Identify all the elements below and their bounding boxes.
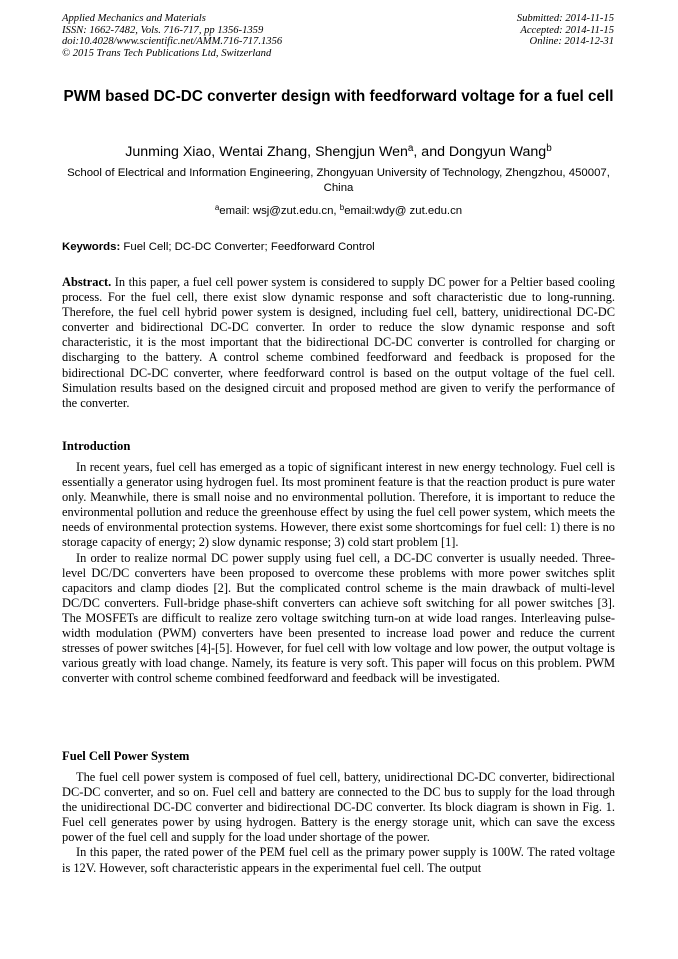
abstract-text: In this paper, a fuel cell power system is considered to supply DC power for a Peltier based cooling process. For the fuel cell, there exist slow dynamic response and soft characteristic due to long-running. Therefore, the fuel cell hybrid power system is designed, including fuel cell, battery, unidirectional DC-DC converter and bidirectional DC-DC converter. In order to reduce the slow dynamic response and soft characteristic, it is the most important that the bidirectional DC-DC converter is controlled for charging or discharging to the battery. A control scheme combined feedforward and feedback is proposed for the bidirectional DC-DC converter, where feedforward control is based on the output voltage of the fuel cell. Simulation results based on the designed circuit and proposed method are given to verify the performance of the converter. [62, 275, 615, 410]
email-line [62, 204, 615, 219]
copyright-line: © 2015 Trans Tech Publications Ltd, Switzerland [62, 47, 272, 59]
fuel-cell-paragraph-2: In this paper, the rated power of the PEM fuel cell as the primary power supply is 100W. The rated voltage is 12V. However, soft characteristic appears in the experimental fuel cell. The output [62, 845, 615, 875]
abstract-label: Abstract. [62, 275, 112, 289]
online-date: Online: 2014-12-31 [529, 36, 614, 48]
author-sup-a: a [407, 143, 414, 155]
fuel-cell-power-system-heading: Fuel Cell Power System [62, 749, 190, 763]
doi-line: doi:10.4028/www.scientific.net/AMM.716-717.1356 [62, 36, 283, 48]
email-sup-a: a [214, 203, 220, 213]
introduction-body [62, 460, 615, 686]
author-list [62, 143, 615, 161]
submitted-date: Submitted: 2014-11-15 [516, 13, 614, 24]
affiliation: School of Electrical and Information Engineering, Zhongyuan University of Technology, Zhengzhou, 450007, China [67, 167, 610, 194]
author-names-1: Junming Xiao, Wentai Zhang, Shengjun Wen [125, 144, 408, 160]
journal-name: Applied Mechanics and Materials [62, 13, 206, 24]
author-sup-b: b [546, 143, 552, 155]
keywords-label: Keywords: [62, 241, 121, 253]
author-names-2: , and Dongyun Wang [413, 144, 547, 160]
issn-line: ISSN: 1662-7482, Vols. 716-717, pp 1356-1359 [62, 24, 264, 36]
email-a: email: wsj@zut.edu.cn, [219, 205, 340, 217]
journal-header [62, 13, 392, 59]
fuel-cell-paragraph-1: The fuel cell power system is composed of fuel cell, battery, unidirectional DC-DC converter, bidirectional DC-DC converter, and so on. Fuel cell and battery are connected to the DC bus to supply for the load through the unidirectional DC-DC converter and bidirectional DC-DC converter. Its block diagram is shown in Fig. 1. Fuel cell generates power by using hydrogen. Battery is the energy storage unit, which can save the excess power of the fuel cell and supply for the load under shortage of the power. [62, 770, 615, 845]
introduction-paragraph-1: In recent years, fuel cell has emerged as a topic of significant interest in new energy technology. Fuel cell is essentially a generator using hydrogen fuel. Its most prominent feature is that the reaction product is pure water only. Meanwhile, there is small noise and no environmental pollution. Therefore, it is important to reduce the environmental pollution and reduce the greenhouse effect by using the fuel cell power system, which meets the needs of environmental protection systems. However, there exist some shortcomings for fuel cell: 1) there is no storage capacity of energy; 2) slow dynamic response; 3) cold start problem [1]. [62, 460, 615, 550]
introduction-heading: Introduction [62, 439, 131, 453]
keywords-text: Fuel Cell; DC-DC Converter; Feedforward Control [120, 241, 375, 253]
email-b: email:wdy@ zut.edu.cn [344, 205, 463, 217]
paper-title: PWM based DC-DC converter design with feedforward voltage for a fuel cell [63, 88, 614, 105]
fuel-cell-power-system-body [62, 770, 615, 876]
dates-header [414, 13, 614, 48]
email-sup-b: b [339, 203, 345, 213]
accepted-date: Accepted: 2014-11-15 [520, 24, 614, 36]
introduction-paragraph-2: In order to realize normal DC power supply using fuel cell, a DC-DC converter is usually needed. Three-level DC/DC converters have been proposed to overcome these problems with more power switches split capacitors and clamp diodes [2]. But the complicated control scheme is the main drawback of multi-level DC/DC converters. Full-bridge phase-shift converters can achieve soft switching for all power switches [3]. The MOSFETs are difficult to realize zero voltage switching turn-on at wide load ranges. Interleaving pulse-width modulation (PWM) converters have been presented to increase load power and reduce the current stresses of power switches [4]-[5]. However, for fuel cell with low voltage and low power, the output voltage is various greatly with load change. Namely, its feature is very soft. This paper will focus on this problem. PWM converter with control scheme combined feedforward and feedback will be investigated. [62, 550, 615, 686]
keywords [62, 240, 615, 255]
abstract [62, 275, 615, 411]
